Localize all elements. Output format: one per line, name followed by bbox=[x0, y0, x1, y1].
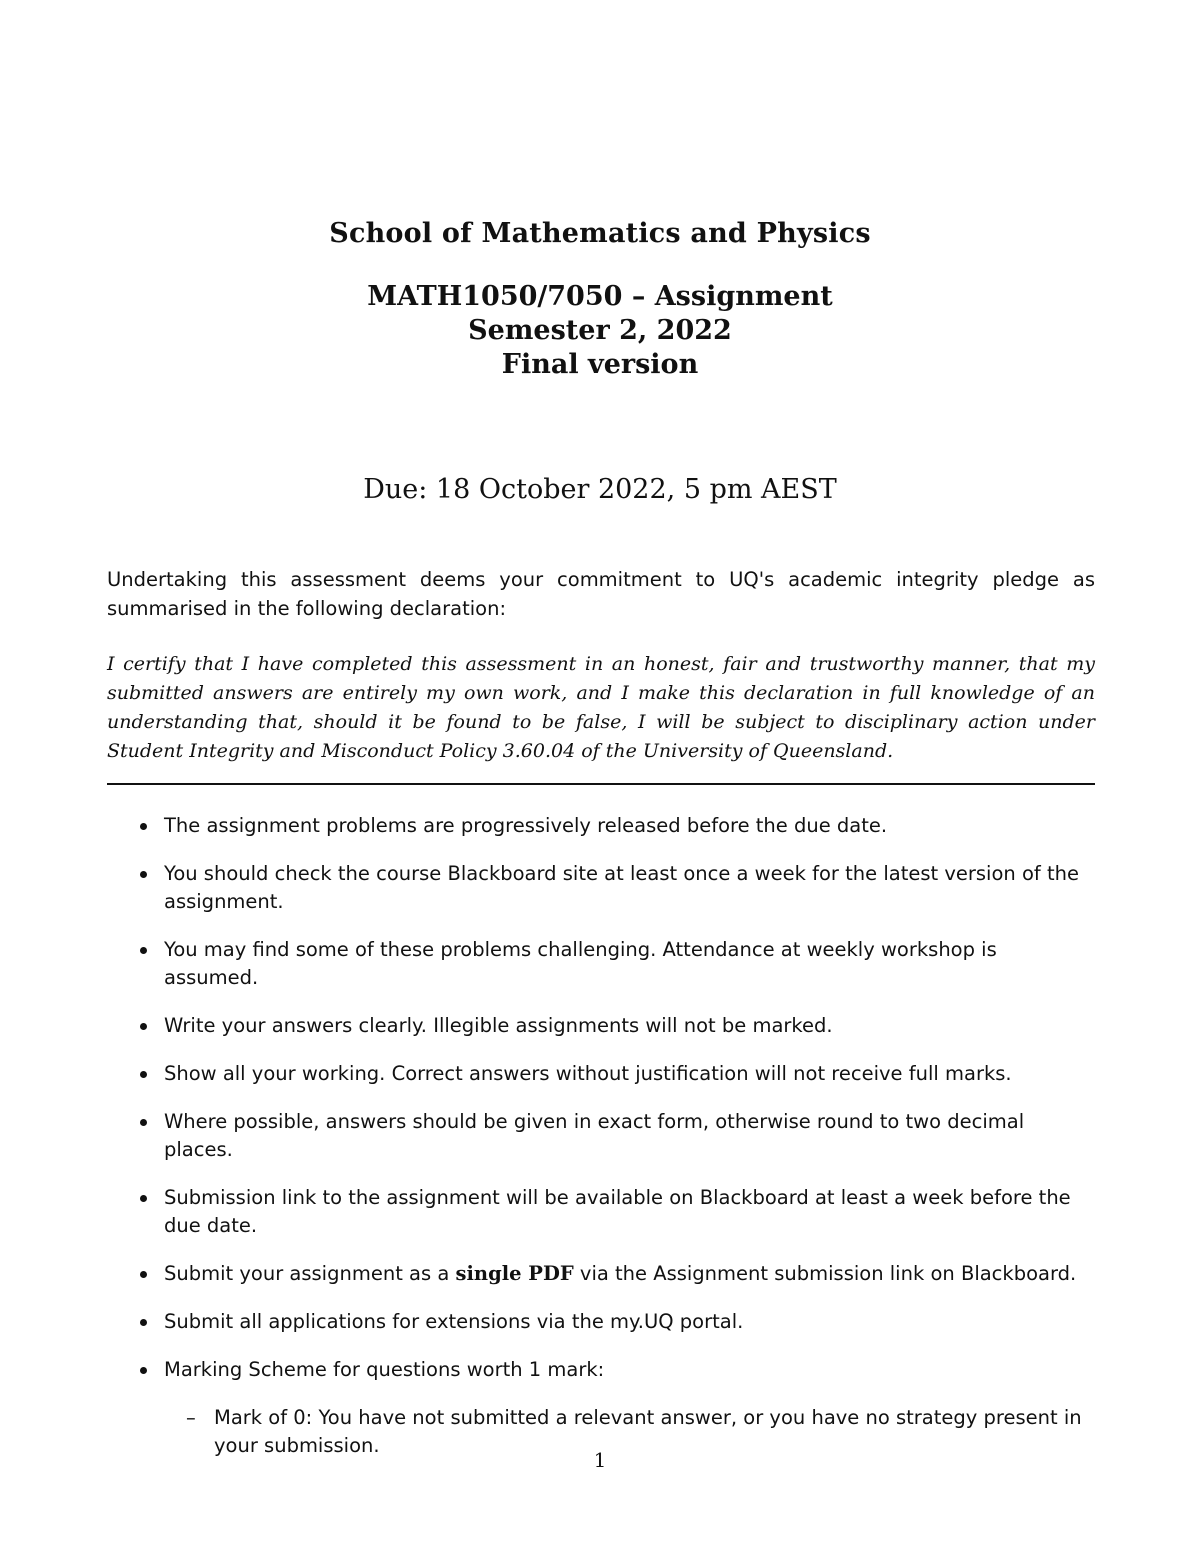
integrity-intro: Undertaking this assessment deems your commitment to UQ's academic integrity pledge as summarised in the following declaration: bbox=[107, 568, 1095, 620]
bullet-icon bbox=[140, 871, 147, 878]
list-item-text: Show all your working. Correct answers without justification will not receive full marks. bbox=[164, 1062, 1012, 1085]
list-item bbox=[107, 1184, 1095, 1240]
assignment-title-block bbox=[0, 280, 1200, 382]
list-item-text: Submit all applications for extensions via the my.UQ portal. bbox=[164, 1310, 744, 1333]
version-line: Final version bbox=[501, 349, 699, 380]
list-item bbox=[107, 1308, 1095, 1336]
list-item-submit bbox=[107, 1260, 1095, 1288]
list-item bbox=[107, 860, 1095, 916]
bullet-icon bbox=[140, 1367, 147, 1374]
bullet-icon bbox=[140, 823, 147, 830]
horizontal-rule bbox=[107, 783, 1095, 785]
integrity-declaration: I certify that I have completed this assessment in an honest, fair and trustworthy manner, that my submitted answers are entirely my own work, and I make this declaration in full knowledge of an understanding that, should it be found to be false, I will be subject to disciplinary action under Student Integrity and Misconduct Policy 3.60.04 of the University of Queensland. bbox=[107, 653, 1095, 762]
bullet-icon bbox=[140, 1271, 147, 1278]
due-date: Due: 18 October 2022, 5 pm AEST bbox=[363, 474, 837, 505]
list-item bbox=[107, 936, 1095, 992]
list-item-text: Where possible, answers should be given in exact form, otherwise round to two decimal places. bbox=[164, 1110, 1025, 1161]
page-number: 1 bbox=[593, 1448, 607, 1472]
list-item bbox=[107, 1012, 1095, 1040]
list-item-text: Marking Scheme for questions worth 1 mark: bbox=[164, 1358, 605, 1381]
bullet-icon bbox=[140, 1023, 147, 1030]
bullet-icon bbox=[140, 947, 147, 954]
list-item-text: Submission link to the assignment will be available on Blackboard at least a week before the due date. bbox=[164, 1186, 1071, 1237]
list-item bbox=[107, 1108, 1095, 1164]
bullet-icon bbox=[140, 1195, 147, 1202]
bullet-icon bbox=[140, 1319, 147, 1326]
list-item bbox=[107, 812, 1095, 840]
course-line: MATH1050/7050 – Assignment bbox=[367, 281, 833, 312]
single-pdf-emphasis: single PDF bbox=[455, 1262, 574, 1285]
school-title: School of Mathematics and Physics bbox=[329, 218, 871, 249]
dash-icon: – bbox=[186, 1406, 196, 1429]
instructions-list bbox=[107, 812, 1095, 1480]
list-item-text: You should check the course Blackboard site at least once a week for the latest version of the assignment. bbox=[164, 862, 1079, 913]
sublist-item-text: Mark of 0: You have not submitted a relevant answer, or you have no strategy present in your submission. bbox=[214, 1406, 1082, 1457]
list-item-marking-scheme bbox=[107, 1356, 1095, 1460]
submit-text-before: Submit your assignment as a bbox=[164, 1262, 456, 1285]
list-item-text: You may find some of these problems challenging. Attendance at weekly workshop is assumed. bbox=[164, 938, 997, 989]
semester-line: Semester 2, 2022 bbox=[468, 315, 732, 346]
bullet-icon bbox=[140, 1119, 147, 1126]
list-item-text: Write your answers clearly. Illegible assignments will not be marked. bbox=[164, 1014, 833, 1037]
list-item-text bbox=[164, 1262, 1076, 1285]
submit-text-after: via the Assignment submission link on Blackboard. bbox=[573, 1262, 1077, 1285]
bullet-icon bbox=[140, 1071, 147, 1078]
list-item-text: The assignment problems are progressively released before the due date. bbox=[164, 814, 888, 837]
list-item bbox=[107, 1060, 1095, 1088]
